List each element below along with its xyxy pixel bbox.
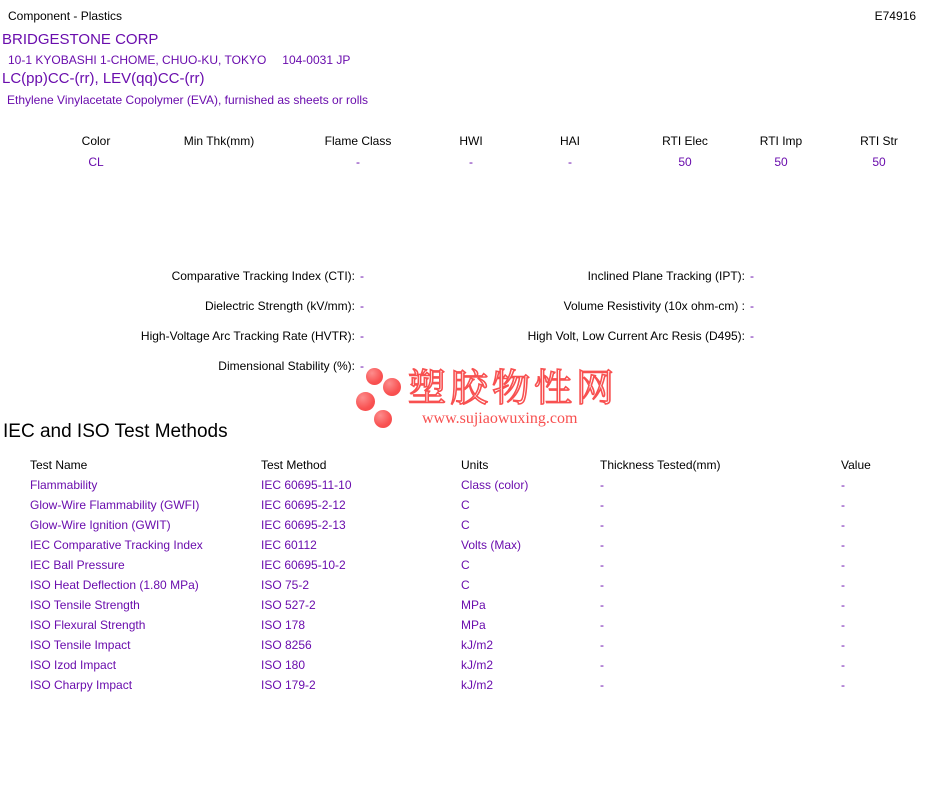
cell-test-method: ISO 8256 — [261, 638, 312, 652]
cell-test-name: ISO Heat Deflection (1.80 MPa) — [30, 578, 199, 592]
col-test-name: Test Name — [30, 458, 88, 472]
cell-value: - — [841, 558, 845, 572]
table-row — [0, 675, 950, 695]
cell-test-name: ISO Tensile Impact — [30, 638, 131, 652]
d495-value: - — [750, 329, 754, 343]
cell-thickness: - — [600, 518, 604, 532]
dielectric-strength-value: - — [360, 299, 364, 313]
ratings-header-row — [40, 134, 938, 148]
col-value: Value — [841, 458, 871, 472]
table-row — [0, 555, 950, 575]
cell-test-method: IEC 60112 — [261, 538, 317, 552]
cell-test-name: ISO Tensile Strength — [30, 598, 140, 612]
table-row — [0, 515, 950, 535]
cell-thickness: - — [600, 558, 604, 572]
company-name: BRIDGESTONE CORP — [2, 31, 159, 48]
watermark-site-url: www.sujiaowuxing.com — [422, 410, 578, 427]
col-test-method: Test Method — [261, 458, 327, 472]
col-thickness: Thickness Tested(mm) — [600, 458, 721, 472]
cell-value: - — [841, 618, 845, 632]
material-description: Ethylene Vinylacetate Copolymer (EVA), furnished as sheets or rolls — [7, 93, 369, 107]
cell-units: Class (color) — [461, 478, 529, 492]
ratings-value-color: CL — [88, 155, 104, 169]
empty-cell — [745, 359, 925, 389]
cti-value: - — [360, 269, 364, 283]
watermark-site-name: 塑胶物性网 — [408, 366, 619, 410]
cell-value: - — [841, 658, 845, 672]
cell-units: kJ/m2 — [461, 678, 494, 692]
test-methods-header-row — [0, 455, 950, 475]
cell-test-method: IEC 60695-2-12 — [261, 498, 346, 512]
cell-test-name: ISO Izod Impact — [30, 658, 117, 672]
cell-units: C — [461, 498, 470, 512]
table-row — [0, 595, 950, 615]
cell-value: - — [841, 638, 845, 652]
ratings-value-min-thk — [152, 155, 286, 169]
ratings-col-color: Color — [81, 134, 111, 148]
cell-test-name: Glow-Wire Flammability (GWFI) — [30, 498, 200, 512]
hvtr-value: - — [360, 329, 364, 343]
watermark-dot-icon — [383, 378, 401, 396]
cell-units: C — [461, 558, 470, 572]
ratings-col-rti-str: RTI Str — [860, 134, 898, 148]
test-methods-table — [0, 455, 950, 695]
ratings-value-rti-imp: 50 — [774, 155, 788, 169]
ratings-col-flame-class: Flame Class — [324, 134, 392, 148]
cell-test-method: IEC 60695-11-10 — [261, 478, 352, 492]
cell-test-method: ISO 180 — [261, 658, 306, 672]
cell-units: kJ/m2 — [461, 638, 494, 652]
ratings-col-rti-elec: RTI Elec — [662, 134, 708, 148]
ratings-col-rti-imp: RTI Imp — [759, 134, 803, 148]
volume-resistivity-label: Volume Resistivity (10x ohm-cm) : — [563, 299, 745, 313]
cell-value: - — [841, 538, 845, 552]
ratings-value-flame-class: - — [356, 155, 360, 169]
cell-units: Volts (Max) — [461, 538, 522, 552]
table-row — [0, 615, 950, 635]
cell-test-name: ISO Charpy Impact — [30, 678, 133, 692]
ipt-value: - — [750, 269, 754, 283]
col-units: Units — [461, 458, 489, 472]
doc-type-label: Component - Plastics — [8, 9, 123, 23]
watermark-dot-icon — [366, 368, 383, 385]
cell-value: - — [841, 678, 845, 692]
cell-thickness: - — [600, 678, 604, 692]
cell-thickness: - — [600, 618, 604, 632]
cell-test-method: ISO 75-2 — [261, 578, 310, 592]
cell-thickness: - — [600, 498, 604, 512]
volume-resistivity-value: - — [750, 299, 754, 313]
ratings-col-min-thk: Min Thk(mm) — [183, 134, 255, 148]
ratings-table — [40, 134, 938, 169]
dimensional-stability-label: Dimensional Stability (%): — [218, 359, 355, 373]
watermark-dot-icon — [356, 392, 375, 411]
cell-thickness: - — [600, 598, 604, 612]
cell-thickness: - — [600, 578, 604, 592]
ratings-value-rti-str: 50 — [872, 155, 886, 169]
grade-designations: LC(pp)CC-(rr), LEV(qq)CC-(rr) — [2, 70, 205, 87]
cell-units: C — [461, 578, 470, 592]
site-watermark — [356, 366, 619, 430]
table-row — [0, 655, 950, 675]
cell-thickness: - — [600, 638, 604, 652]
cell-thickness: - — [600, 538, 604, 552]
postal-code: 104-0031 JP — [282, 53, 351, 67]
cell-test-name: Flammability — [30, 478, 98, 492]
cell-value: - — [841, 478, 845, 492]
ratings-col-hwi: HWI — [459, 134, 483, 148]
section-title: IEC and ISO Test Methods — [3, 421, 228, 442]
address-line: 10-1 KYOBASHI 1-CHOME, CHUO-KU, TOKYO — [8, 53, 267, 67]
table-row — [0, 575, 950, 595]
ratings-value-hai: - — [568, 155, 572, 169]
cell-units: kJ/m2 — [461, 658, 494, 672]
cell-value: - — [841, 518, 845, 532]
ratings-col-hai: HAI — [559, 134, 580, 148]
file-number: E74916 — [874, 9, 916, 23]
cell-test-method: ISO 527-2 — [261, 598, 316, 612]
cell-value: - — [841, 578, 845, 592]
cti-label: Comparative Tracking Index (CTI): — [171, 269, 355, 283]
table-row — [0, 475, 950, 495]
cell-units: MPa — [461, 598, 486, 612]
table-row — [0, 495, 950, 515]
table-row — [0, 635, 950, 655]
watermark-dot-icon — [374, 410, 392, 428]
cell-units: MPa — [461, 618, 486, 632]
cell-thickness: - — [600, 658, 604, 672]
table-row — [0, 535, 950, 555]
cell-value: - — [841, 498, 845, 512]
cell-value: - — [841, 598, 845, 612]
ratings-value-rti-elec: 50 — [678, 155, 692, 169]
dimensional-stability-value: - — [360, 359, 364, 373]
cell-test-method: IEC 60695-10-2 — [261, 558, 346, 572]
cell-test-method: ISO 179-2 — [261, 678, 316, 692]
dielectric-strength-label: Dielectric Strength (kV/mm): — [204, 299, 355, 313]
hvtr-label: High-Voltage Arc Tracking Rate (HVTR): — [140, 329, 355, 343]
cell-test-name: IEC Comparative Tracking Index — [30, 538, 203, 552]
ratings-value-hwi: - — [469, 155, 473, 169]
company-address — [8, 53, 350, 67]
cell-test-method: IEC 60695-2-13 — [261, 518, 346, 532]
cell-test-name: IEC Ball Pressure — [30, 558, 125, 572]
ratings-value-row — [40, 155, 938, 169]
cell-test-method: ISO 178 — [261, 618, 306, 632]
cell-units: C — [461, 518, 470, 532]
d495-label: High Volt, Low Current Arc Resis (D495): — [527, 329, 745, 343]
cell-test-name: ISO Flexural Strength — [30, 618, 146, 632]
cell-thickness: - — [600, 478, 604, 492]
cell-test-name: Glow-Wire Ignition (GWIT) — [30, 518, 171, 532]
ipt-label: Inclined Plane Tracking (IPT): — [587, 269, 745, 283]
